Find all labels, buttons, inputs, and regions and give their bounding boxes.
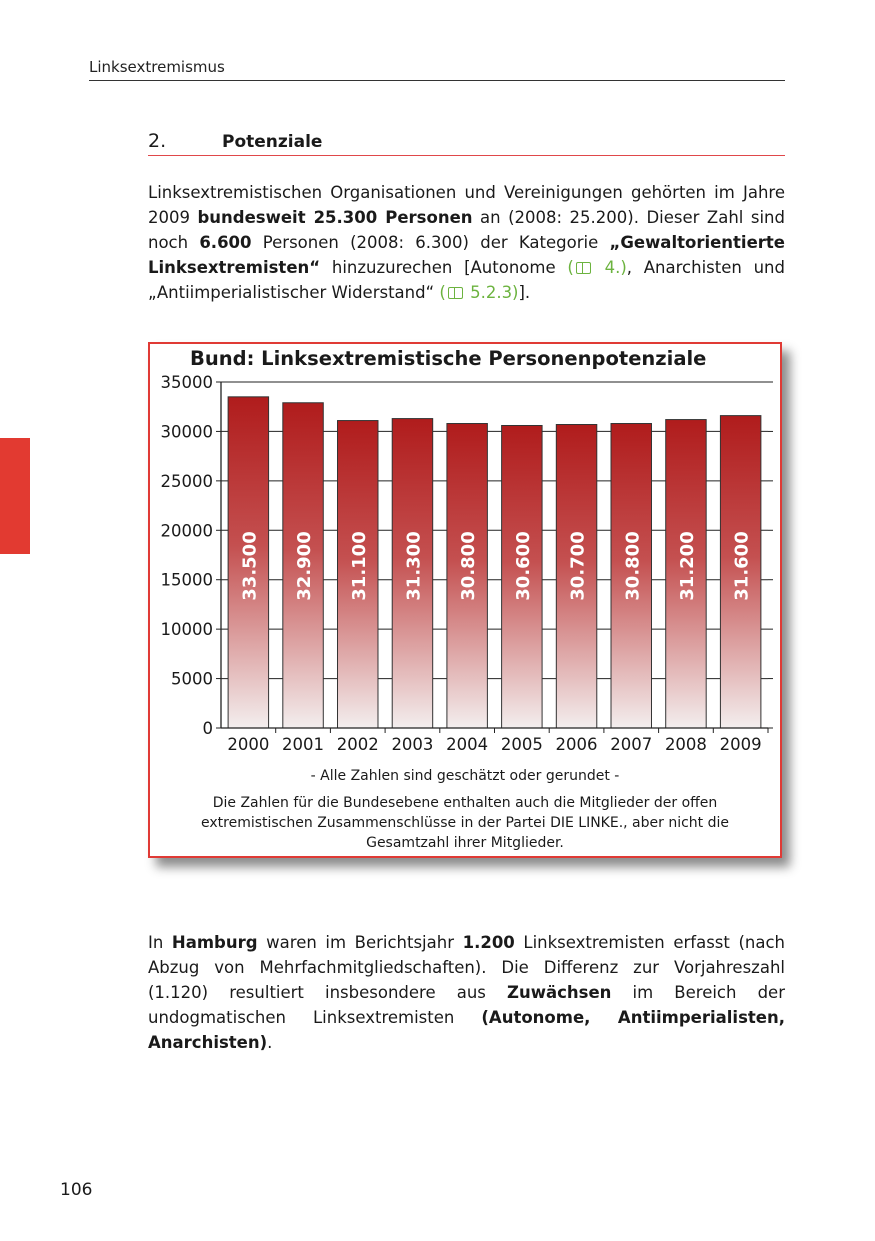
x-tick-label: 2001 [282,735,325,754]
cross-reference-link[interactable]: ( 5.2.3) [439,283,519,302]
bar-value-label: 30.800 [458,531,480,601]
bar-value-label: 31.600 [731,531,753,601]
text: im Bereich der undogmatischen Linksextremisten [148,983,785,1027]
x-tick-label: 2009 [719,735,762,754]
intro-paragraph [148,180,785,305]
bar-value-label: 31.100 [348,531,370,601]
text: hinzuzurechen [Autonome [320,258,568,277]
section-title: Potenziale [222,132,323,152]
book-icon [576,262,591,274]
text: ]. [518,283,531,302]
bold-text: (Autonome, Antiimperialisten, Anarchisten) [148,1008,785,1052]
cross-reference-link[interactable]: ( 4.) [567,258,627,277]
section-heading [148,130,785,156]
y-tick-label: 10000 [160,620,213,640]
bold-text: bundesweit 25.300 Personen [197,208,473,227]
x-tick-label: 2005 [500,735,543,754]
y-tick-label: 30000 [160,422,213,442]
bar-value-label: 31.300 [403,531,425,601]
page-number: 106 [60,1180,93,1200]
y-tick-label: 15000 [160,570,213,590]
y-tick-label: 5000 [171,669,213,689]
y-tick-label: 35000 [160,373,213,392]
text: waren im Berichtsjahr [257,933,463,952]
chart-box [148,342,782,858]
x-tick-label: 2008 [664,735,707,754]
side-thumb-tab [0,438,30,554]
running-head: Linksextremismus [89,58,785,81]
x-tick-label: 2000 [227,735,270,754]
x-tick-label: 2004 [446,735,489,754]
text: In [148,933,172,952]
footnote-line: Die Zahlen für die Bundesebene enthalten auch die Mitglieder der offen [212,795,718,811]
estimate-note: - Alle Zahlen sind geschätzt oder gerundet - [310,768,620,784]
bar-value-label: 30.800 [622,531,644,601]
x-tick-label: 2006 [555,735,598,754]
reference-text: 4.) [604,258,627,277]
y-tick-label: 20000 [160,521,213,541]
bar-value-label: 30.700 [567,531,589,601]
hamburg-paragraph [148,930,785,1055]
y-tick-label: 0 [202,719,213,738]
bar-value-label: 31.200 [676,531,698,601]
bold-text: Zuwächsen [507,983,612,1002]
x-tick-label: 2002 [336,735,379,754]
bar-value-label: 32.900 [294,531,316,601]
bar-value-label: 33.500 [239,531,261,601]
bar-value-label: 30.600 [512,531,534,601]
bold-text: 6.600 [199,233,252,252]
book-icon [448,287,463,299]
y-tick-label: 25000 [160,471,213,491]
bold-text: 1.200 [462,933,515,952]
x-tick-label: 2003 [391,735,434,754]
text: , Anarchisten und „Antiimperialistischer Widerstand“ [148,258,785,302]
text: . [267,1033,273,1052]
footnote-line: Gesamtzahl ihrer Mitglieder. [366,835,564,851]
reference-text: 5.2.3) [470,283,519,302]
section-number: 2. [148,130,167,152]
text: an (2008: 25.200). Dieser Zahl sind noch [148,208,785,252]
bold-text: „Gewaltorientierte Linksextremisten“ [148,233,785,277]
text: Linksextremisten erfasst (nach Abzug von Mehrfachmitgliedschaften). Die Differenz zur Vorjahreszahl (1.120) resultiert insbesondere aus [148,933,785,1002]
footnote-line: extremistischen Zusammenschlüsse in der Partei DIE LINKE., aber nicht die [200,815,730,831]
x-tick-label: 2007 [610,735,653,754]
bold-text: Hamburg [171,933,258,952]
chart-title: Bund: Linksextremistische Personenpotenziale [190,347,707,370]
text: Personen (2008: 6.300) der Kategorie [251,233,610,252]
text: Linksextremistischen Organisationen und Vereinigungen gehörten im Jahre 2009 [148,183,785,227]
